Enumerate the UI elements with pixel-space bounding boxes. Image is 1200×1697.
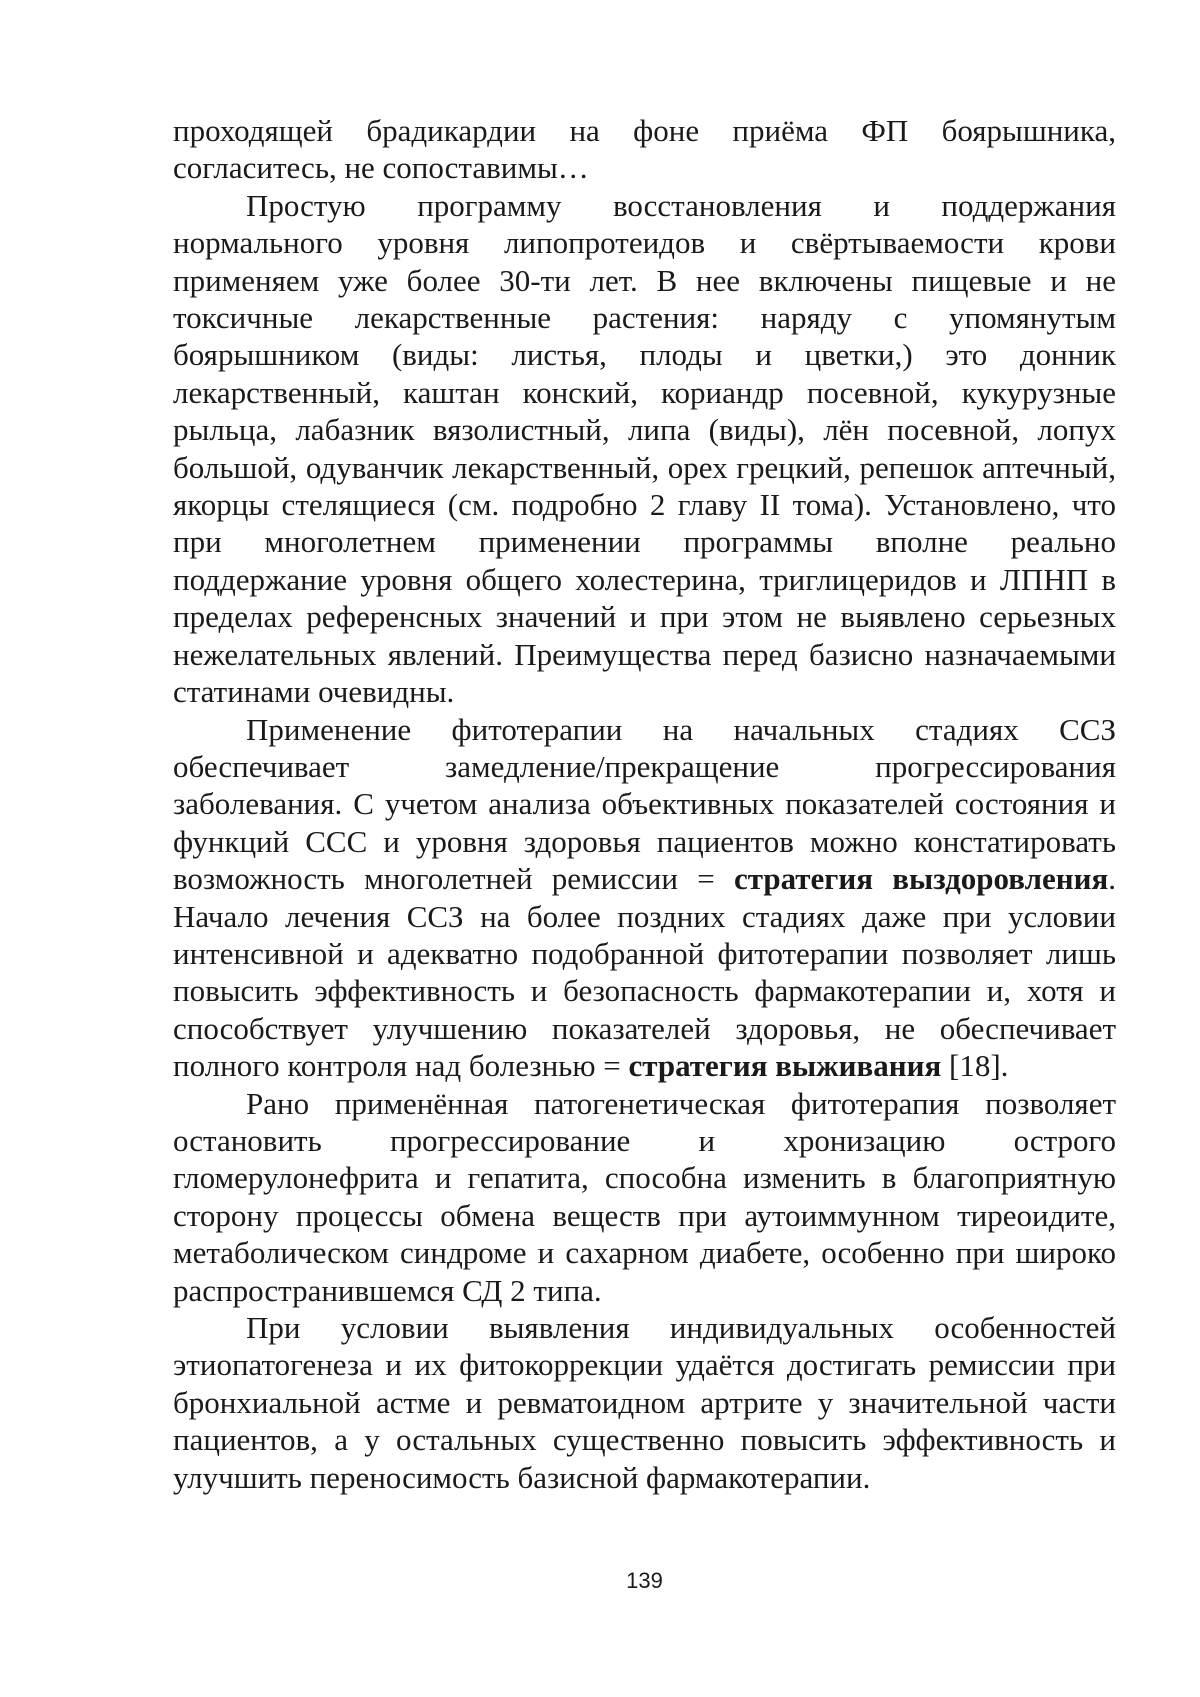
paragraph-lipoprotein-program: Простую программу восстановления и поддержания нормального уровня липопротеидов и свёртываемости крови применяем уже более 30-ти лет. В нее включены пищевые и не токсичные лекарственные растения: наряду с упомянутым боярышником (виды: листья, плоды и цветки,) это донник лекарственный, каштан конский, кориандр посевной, кукурузные рыльца, лабазник вязолистный, липа (виды), лён посевной, лопух большой, одуванчик лекарственный, орех грецкий, репешок аптечный, якорцы стелящиеся (см. подробно 2 главу II тома). Установлено, что при многолетнем применении программы вполне реально поддержание уровня общего холестерина, триглицеридов и ЛПНП в пределах референсных значений и при этом не выявлено серьезных нежелательных явлений. Преимущества перед базисно назначаемыми статинами очевидны. bbox=[173, 187, 1116, 710]
paragraph-text-part: Применение фитотерапии на начальных стадиях ССЗ обеспечивает замедление/прекращение прогрессирования заболевания. С учетом анализа объективных показателей состояния и функций ССС и уровня здоровья пациентов можно констатировать возможность многолетней ремиссии = bbox=[173, 711, 1116, 897]
body-text bbox=[173, 112, 1116, 1496]
paragraph-text-part: . Начало лечения ССЗ на более поздних стадиях даже при условии интенсивной и адекватно подобранной фитотерапии позволяет лишь повысить эффективность и безопасность фармакотерапии и, хотя и способствует улучшению показателей здоровья, не обеспечивает полного контроля над болезнью = bbox=[173, 861, 1116, 1084]
paragraph-ssz-phytotherapy bbox=[173, 711, 1116, 1085]
paragraph-text-part: [18]. bbox=[941, 1048, 1009, 1084]
paragraph-remission: При условии выявления индивидуальных особенностей этиопатогенеза и их фитокоррекции удаётся достигать ремиссии при бронхиальной астме и ревматоидном артрите у значительной части пациентов, а у остальных существенно повысить эффективность и улучшить переносимость базисной фармакотерапии. bbox=[173, 1310, 1116, 1495]
bold-term-survival-strategy: стратегия выживания bbox=[628, 1048, 942, 1084]
page-number: 139 bbox=[626, 1568, 663, 1593]
bold-term-recovery-strategy: стратегия выздоровления bbox=[734, 861, 1109, 897]
paragraph-continuation: проходящей брадикардии на фоне приёма ФП боярышника, согласитесь, не сопоставимы… bbox=[173, 113, 1116, 186]
paragraph-early-phytotherapy: Рано применённая патогенетическая фитотерапия позволяет остановить прогрессирование и хронизацию острого гломерулонефрита и гепатита, способна изменить в благоприятную сторону процессы обмена веществ при аутоиммунном тиреоидите, метаболическом синдроме и сахарном диабете, особенно при широко распространившемся СД 2 типа. bbox=[173, 1085, 1116, 1308]
